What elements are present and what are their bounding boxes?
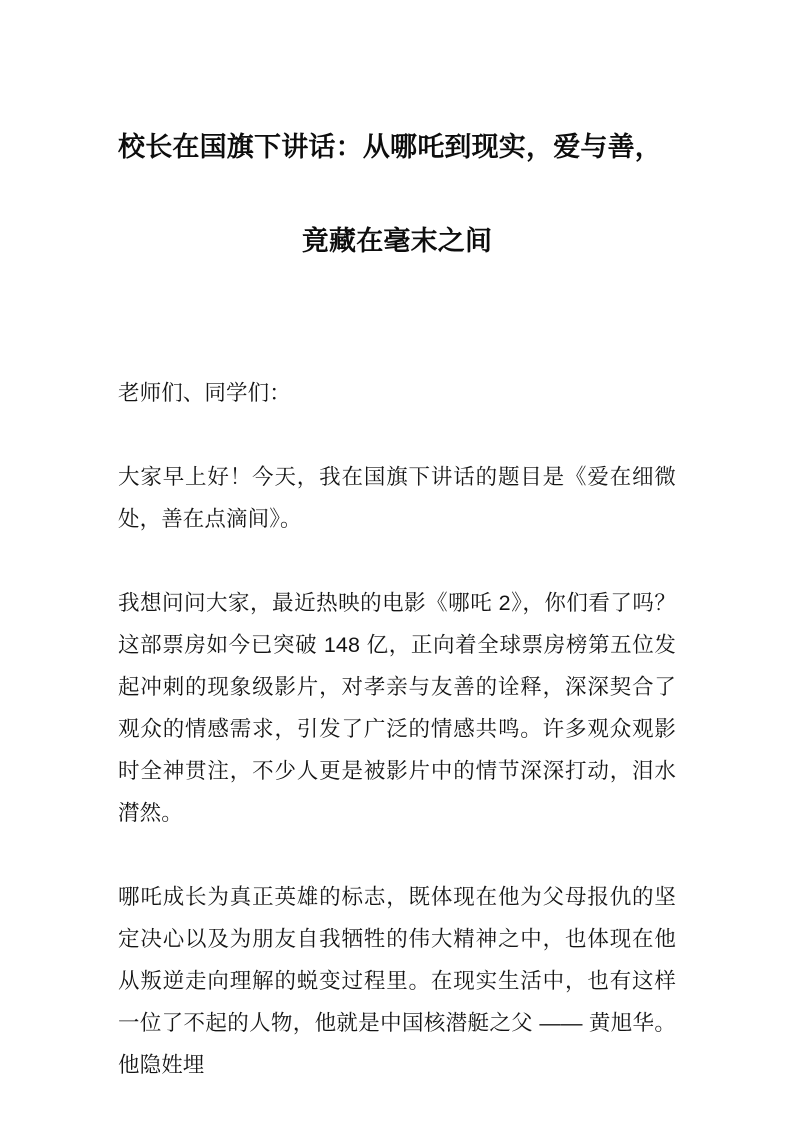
page-title-line-1: 校长在国旗下讲话：从哪吒到现实，爱与善， bbox=[118, 132, 662, 162]
page-title-line-2: 竟藏在毫末之间 bbox=[301, 226, 493, 256]
paragraph-salutation: 老师们、同学们： bbox=[118, 381, 291, 405]
body-text bbox=[118, 262, 676, 1086]
paragraph-nezha-boxoffice: 我想问问大家，最近热映的电影《哪吒 2》，你们看了吗？这部票房如今已突破 148 亿，正向着全球票房榜第五位发起冲刺的现象级影片，对孝亲与友善的诠释，深深契合了观众的情感需求，引发了广泛的情感共鸣。许多观众观影时全神贯注，不少人更是被影片中的情节深深打动，泪水潸然。 bbox=[118, 591, 676, 825]
document-content bbox=[118, 0, 676, 1086]
paragraph-nezha-hero: 哪吒成长为真正英雄的标志，既体现在他为父母报仇的坚定决心以及为朋友自我牺牲的伟大精神之中，也体现在他从叛逆走向理解的蜕变过程里。在现实生活中，也有这样一位了不起的人物，他就是中国核潜艇之父 —— 黄旭华。他隐姓埋 bbox=[118, 885, 676, 1077]
paragraph-greeting: 大家早上好！今天，我在国旗下讲话的题目是《爱在细微处，善在点滴间》。 bbox=[118, 465, 676, 531]
page-title bbox=[118, 0, 676, 262]
